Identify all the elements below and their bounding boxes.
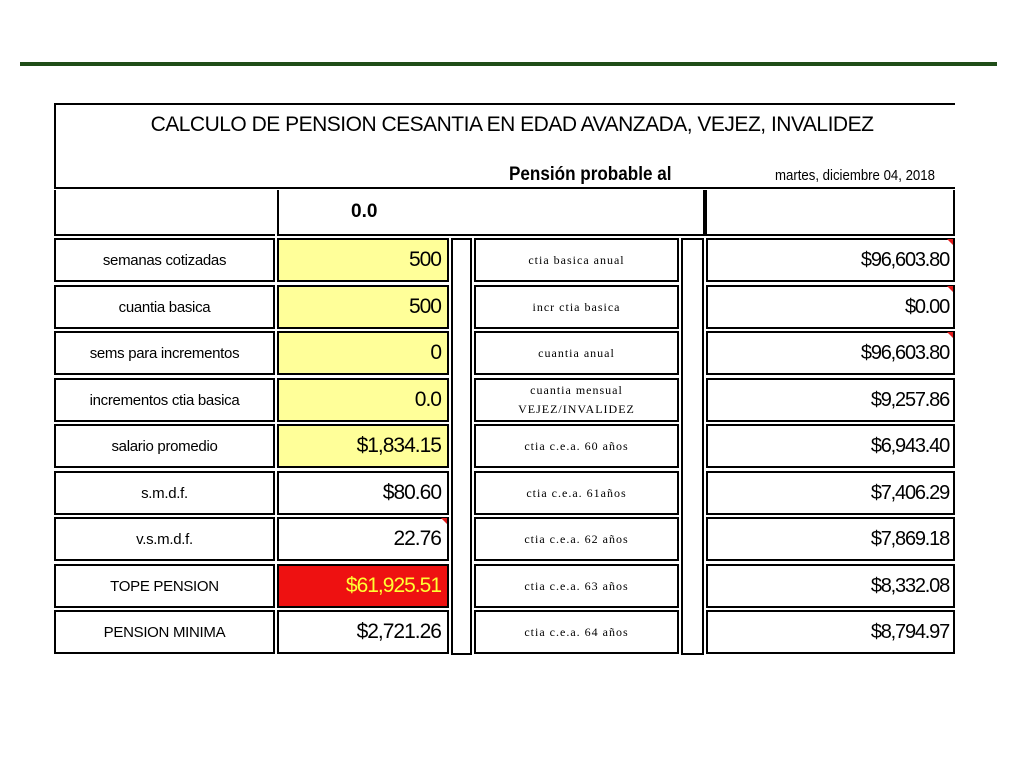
row-label-cell: salario promedio [54,424,275,468]
row-desc-label: ctia c.e.a. 61años [526,485,627,500]
row-result-cell[interactable]: $96,603.80 [706,331,955,375]
row-result-cell[interactable]: $8,794.97 [706,610,955,654]
header-cell-right[interactable] [705,190,955,236]
report-date: martes, diciembre 04, 2018 [775,167,935,184]
row-value-cell[interactable]: $80.60 [277,471,449,515]
row-label-cell: TOPE PENSION [54,564,275,608]
row-value-cell[interactable]: 0 [277,331,449,375]
row-desc-label-2: VEJEZ/INVALIDEZ [518,402,635,416]
comment-marker-icon [947,239,953,245]
row-desc-cell [474,564,679,608]
row-value-cell[interactable]: 22.76 [277,517,449,561]
row-desc-cell [474,285,679,329]
row-label-cell: incrementos ctia basica [54,378,275,422]
separator-column [681,238,704,655]
row-desc-cell [474,238,679,282]
separator-column [451,238,472,655]
row-desc-cell [474,471,679,515]
row-result-cell[interactable]: $7,869.18 [706,517,955,561]
header-rule [20,62,997,66]
row-desc-cell [474,424,679,468]
row-desc-label: cuantia anual [538,345,615,360]
row-desc-cell [474,610,679,654]
row-desc-label: ctia basica anual [528,252,625,267]
row-desc-cell [474,331,679,375]
row-value-cell[interactable]: 500 [277,285,449,329]
row-result-cell[interactable]: $6,943.40 [706,424,955,468]
row-value-cell[interactable]: 500 [277,238,449,282]
row-value-cell[interactable]: $1,834.15 [277,424,449,468]
page-title: CALCULO DE PENSION CESANTIA EN EDAD AVANZADA, VEJEZ, INVALIDEZ [150,113,874,136]
row-value-cell[interactable]: $2,721.26 [277,610,449,654]
row-desc-cell [474,517,679,561]
header-cell-value[interactable]: 0.0 [277,190,705,236]
row-result-cell[interactable]: $9,257.86 [706,378,955,422]
row-desc-label: ctia c.e.a. 62 años [524,531,629,546]
row-desc-label: ctia c.e.a. 63 años [524,578,629,593]
row-desc-label: cuantia mensual [530,383,623,397]
row-label-cell: semanas cotizadas [54,238,275,282]
row-label-cell: cuantia basica [54,285,275,329]
header-cell-left[interactable] [54,190,275,236]
row-desc-label: incr ctia basica [532,299,621,314]
row-label-cell: s.m.d.f. [54,471,275,515]
row-value-cell[interactable]: 0.0 [277,378,449,422]
pension-subtitle: Pensión probable al [509,164,672,185]
comment-marker-icon [947,332,953,338]
comment-marker-icon [441,518,447,524]
comment-marker-icon [947,286,953,292]
row-result-cell[interactable]: $0.00 [706,285,955,329]
row-desc-label: ctia c.e.a. 60 años [524,438,629,453]
row-result-cell[interactable]: $8,332.08 [706,564,955,608]
row-result-cell[interactable]: $96,603.80 [706,238,955,282]
row-label-cell: v.s.m.d.f. [54,517,275,561]
row-label-cell: PENSION MINIMA [54,610,275,654]
row-label-cell: sems para incrementos [54,331,275,375]
row-value-cell[interactable]: $61,925.51 [277,564,449,608]
row-result-cell[interactable]: $7,406.29 [706,471,955,515]
row-desc-label: ctia c.e.a. 64 años [524,624,629,639]
row-desc-cell [474,378,679,422]
